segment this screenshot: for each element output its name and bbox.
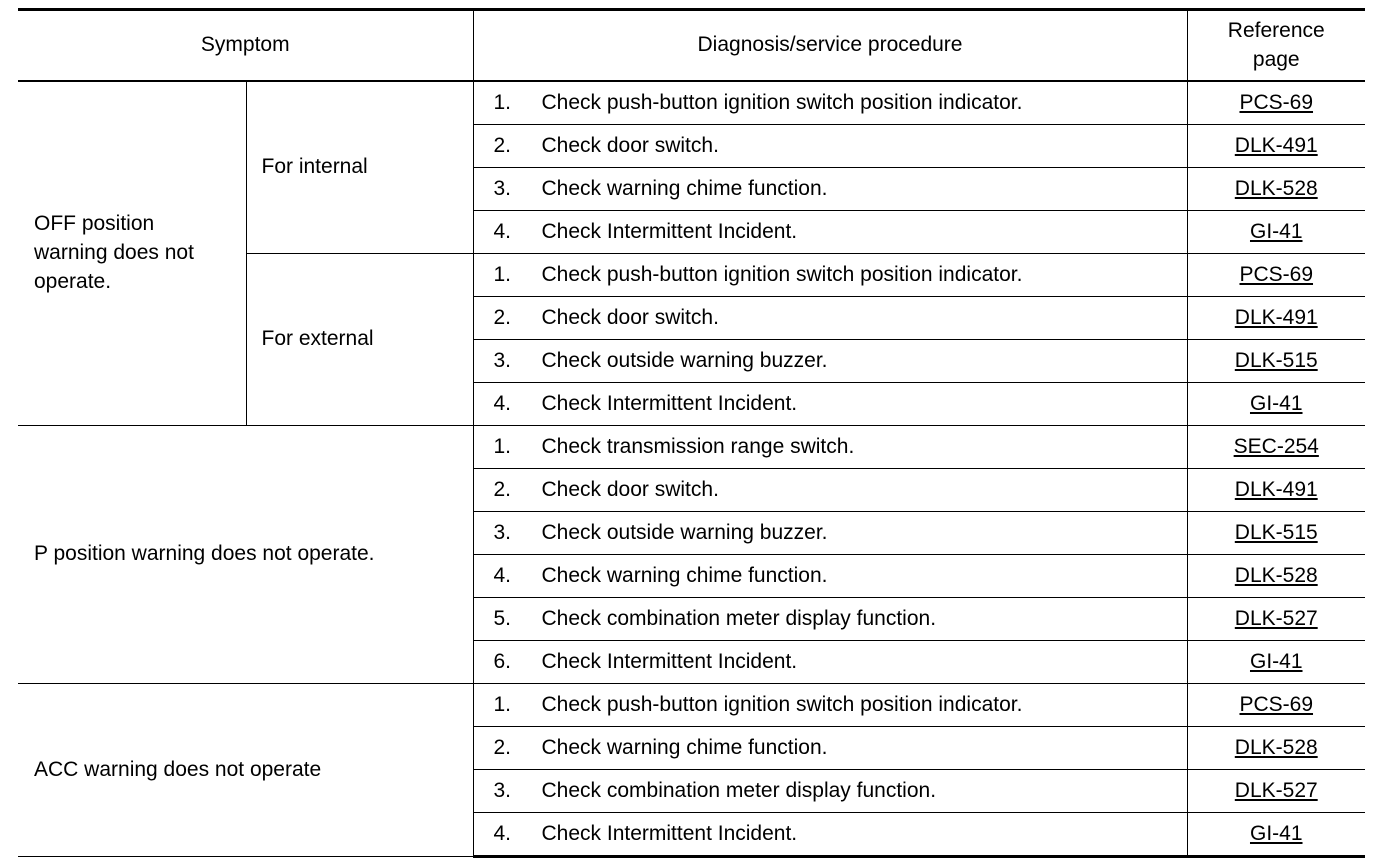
procedure-step [473,254,1187,297]
procedure-step [473,383,1187,426]
symptom-acc-warning: ACC warning does not operate [18,684,473,857]
subsymptom-internal: For internal [246,81,473,254]
procedure-step [473,469,1187,512]
reference-link[interactable]: PCS-69 [1239,692,1314,716]
step-number: 1. [493,692,512,716]
step-number: 3. [493,348,512,372]
header-reference: Reference page [1187,10,1365,82]
header-procedure: Diagnosis/service procedure [473,10,1187,82]
step-number: 6. [493,649,512,673]
procedure-step [473,555,1187,598]
step-text: Check combination meter display function. [541,778,937,802]
header-symptom: Symptom [18,10,473,82]
reference-cell [1187,641,1365,684]
step-text: Check Intermittent Incident. [541,219,798,243]
step-text: Check warning chime function. [541,563,828,587]
step-number: 4. [493,219,512,243]
symptom-off-position: OFF position warning does not operate. [18,81,246,426]
reference-cell [1187,297,1365,340]
reference-cell [1187,555,1365,598]
reference-cell [1187,469,1365,512]
step-text: Check warning chime function. [541,176,828,200]
reference-link[interactable]: DLK-491 [1234,133,1318,157]
reference-link[interactable]: DLK-528 [1234,735,1318,759]
step-text: Check door switch. [541,477,719,501]
reference-link[interactable]: DLK-527 [1234,606,1318,630]
reference-cell [1187,125,1365,168]
procedure-step [473,168,1187,211]
step-number: 3. [493,520,512,544]
reference-cell [1187,340,1365,383]
step-number: 3. [493,778,512,802]
reference-link[interactable]: DLK-491 [1234,305,1318,329]
reference-cell [1187,512,1365,555]
step-text: Check push-button ignition switch position indicator. [541,692,1023,716]
reference-cell [1187,211,1365,254]
procedure-step [473,340,1187,383]
procedure-step [473,297,1187,340]
reference-link[interactable]: DLK-528 [1234,176,1318,200]
step-number: 2. [493,477,512,501]
reference-cell [1187,727,1365,770]
header-row [18,10,1365,82]
procedure-step [473,81,1187,125]
reference-link[interactable]: DLK-515 [1234,348,1318,372]
step-text: Check door switch. [541,133,719,157]
procedure-step [473,641,1187,684]
subsymptom-external: For external [246,254,473,426]
reference-link[interactable]: GI-41 [1249,219,1303,243]
step-text: Check combination meter display function. [541,606,937,630]
step-text: Check outside warning buzzer. [541,520,828,544]
step-number: 2. [493,735,512,759]
step-number: 2. [493,305,512,329]
procedure-step [473,426,1187,469]
procedure-step [473,598,1187,641]
table-row [18,426,1365,469]
symptom-table [18,8,1365,858]
reference-link[interactable]: GI-41 [1249,391,1303,415]
step-number: 1. [493,262,512,286]
step-number: 1. [493,434,512,458]
symptom-p-position: P position warning does not operate. [18,426,473,684]
step-number: 5. [493,606,512,630]
step-text: Check Intermittent Incident. [541,821,798,845]
reference-cell [1187,598,1365,641]
reference-cell [1187,254,1365,297]
reference-cell [1187,813,1365,857]
step-text: Check door switch. [541,305,719,329]
table-row [18,684,1365,727]
reference-link[interactable]: DLK-528 [1234,563,1318,587]
reference-cell [1187,168,1365,211]
step-number: 4. [493,563,512,587]
reference-link[interactable]: DLK-527 [1234,778,1318,802]
procedure-step [473,727,1187,770]
procedure-step [473,770,1187,813]
step-text: Check transmission range switch. [541,434,855,458]
reference-cell [1187,684,1365,727]
step-text: Check outside warning buzzer. [541,348,828,372]
step-number: 3. [493,176,512,200]
step-text: Check push-button ignition switch position indicator. [541,90,1023,114]
step-text: Check Intermittent Incident. [541,391,798,415]
procedure-step [473,813,1187,857]
reference-link[interactable]: DLK-491 [1234,477,1318,501]
table-row [18,81,1365,125]
procedure-step [473,684,1187,727]
reference-cell [1187,81,1365,125]
reference-link[interactable]: PCS-69 [1239,262,1314,286]
step-number: 1. [493,90,512,114]
procedure-step [473,512,1187,555]
step-text: Check push-button ignition switch position indicator. [541,262,1023,286]
reference-link[interactable]: SEC-254 [1233,434,1319,458]
step-number: 4. [493,821,512,845]
reference-link[interactable]: PCS-69 [1239,90,1314,114]
reference-link[interactable]: GI-41 [1249,649,1303,673]
reference-cell [1187,770,1365,813]
step-number: 4. [493,391,512,415]
reference-cell [1187,383,1365,426]
step-text: Check Intermittent Incident. [541,649,798,673]
procedure-step [473,211,1187,254]
procedure-step [473,125,1187,168]
reference-cell [1187,426,1365,469]
reference-link[interactable]: DLK-515 [1234,520,1318,544]
reference-link[interactable]: GI-41 [1249,821,1303,845]
step-number: 2. [493,133,512,157]
step-text: Check warning chime function. [541,735,828,759]
